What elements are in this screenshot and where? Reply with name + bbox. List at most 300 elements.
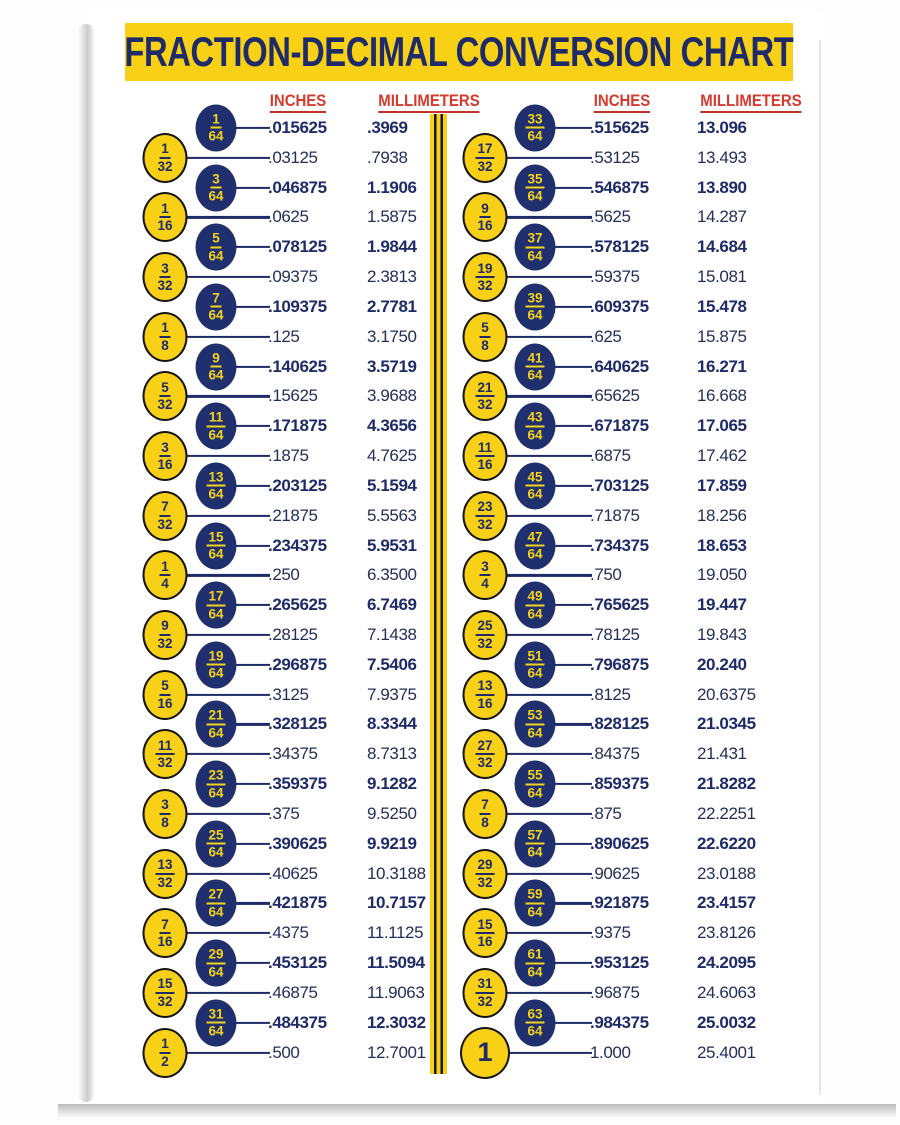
- fraction-badge: [196, 641, 237, 688]
- fraction-numerator: 35: [525, 172, 544, 189]
- inches-value: .859375: [590, 774, 649, 794]
- fraction-badge: [463, 849, 508, 899]
- poster-bottom-edge-shadow: [58, 1104, 896, 1117]
- millimeters-value: 23.4157: [697, 893, 756, 913]
- conversion-row: [130, 620, 460, 650]
- fraction-numerator: 13: [475, 679, 494, 696]
- fraction-badge: [196, 940, 237, 987]
- conversion-row: [455, 352, 785, 382]
- fraction-numerator: 5: [159, 679, 171, 696]
- fraction-badge: [143, 431, 188, 481]
- fraction-numerator: 23: [206, 769, 225, 786]
- conversion-row: [130, 1038, 460, 1068]
- fraction-denominator: 32: [477, 635, 493, 651]
- conversion-row: [455, 739, 785, 769]
- conversion-row: [455, 620, 785, 650]
- fraction-badge: [515, 522, 556, 569]
- page-title: FRACTION-DECIMAL CONVERSION CHART: [124, 28, 794, 75]
- conversion-row: [455, 978, 785, 1008]
- conversion-row: [130, 322, 460, 352]
- fraction-denominator: 64: [208, 964, 224, 980]
- conversion-row: [455, 381, 785, 411]
- fraction-numerator: 13: [206, 470, 225, 487]
- fraction-numerator: 29: [206, 948, 225, 965]
- millimeters-value: 14.684: [697, 237, 747, 257]
- fraction-denominator: 64: [527, 307, 543, 323]
- inches-value: .21875: [268, 505, 318, 525]
- inches-value: .078125: [268, 237, 327, 257]
- fraction-badge: [196, 104, 237, 151]
- millimeters-value: 2.3813: [367, 267, 417, 287]
- fraction-numerator: 63: [525, 1007, 544, 1024]
- conversion-row: [455, 707, 785, 741]
- fraction-badge: [143, 908, 188, 958]
- fraction-denominator: 4: [161, 576, 169, 592]
- inches-value: .1875: [268, 446, 309, 466]
- inches-value: .03125: [268, 147, 318, 167]
- fraction-numerator: 1: [477, 1037, 493, 1068]
- fraction-badge: [196, 343, 237, 390]
- fraction-badge: [463, 968, 508, 1018]
- fraction-badge: [515, 582, 556, 629]
- millimeters-value: 17.065: [697, 416, 747, 436]
- fraction-badge: [143, 371, 188, 421]
- fraction-badge: [515, 701, 556, 748]
- fraction-badge: [515, 403, 556, 450]
- fraction-numerator: 39: [525, 291, 544, 308]
- fraction-badge: [196, 462, 237, 509]
- conversion-row: [130, 978, 460, 1008]
- fraction-denominator: 16: [477, 457, 493, 473]
- fraction-numerator: 51: [525, 649, 544, 666]
- fraction-numerator: 7: [159, 918, 171, 935]
- inches-value: .40625: [268, 863, 318, 883]
- fraction-numerator: 17: [206, 590, 225, 607]
- fraction-denominator: 64: [208, 546, 224, 562]
- conversion-row: [455, 859, 785, 889]
- fraction-numerator: 61: [525, 948, 544, 965]
- fraction-numerator: 23: [475, 500, 494, 517]
- millimeters-value: 25.4001: [697, 1042, 756, 1062]
- inches-value: .500: [268, 1042, 300, 1062]
- conversion-row: [455, 829, 785, 859]
- fraction-badge: [463, 312, 508, 362]
- fraction-denominator: 16: [477, 218, 493, 234]
- fraction-badge: [143, 968, 188, 1018]
- fraction-numerator: 37: [525, 232, 544, 249]
- millimeters-value: 15.478: [697, 296, 747, 316]
- conversion-row: [455, 590, 785, 620]
- fraction-numerator: 1: [159, 321, 171, 338]
- conversion-column-left: [130, 113, 460, 1068]
- fraction-numerator: 41: [525, 351, 544, 368]
- inches-value: .703125: [590, 475, 649, 495]
- fraction-denominator: 64: [527, 248, 543, 264]
- inches-value: .671875: [590, 416, 649, 436]
- inches-value: .109375: [268, 296, 327, 316]
- fraction-denominator: 16: [157, 218, 173, 234]
- millimeters-value: 22.6220: [697, 833, 756, 853]
- inches-value: .890625: [590, 833, 649, 853]
- inches-value: .921875: [590, 893, 649, 913]
- millimeters-value: 6.7469: [367, 595, 417, 615]
- fraction-numerator: 3: [159, 441, 171, 458]
- fraction-denominator: 16: [157, 934, 173, 950]
- fraction-denominator: 32: [477, 397, 493, 413]
- millimeters-value: 5.9531: [367, 535, 417, 555]
- fraction-denominator: 16: [477, 934, 493, 950]
- fraction-denominator: 64: [208, 606, 224, 622]
- fraction-denominator: 32: [477, 516, 493, 532]
- fraction-denominator: 64: [527, 1023, 543, 1039]
- fraction-denominator: 32: [477, 755, 493, 771]
- conversion-row: [455, 113, 785, 143]
- inches-value: .984375: [590, 1012, 649, 1032]
- fraction-badge: [515, 224, 556, 271]
- conversion-row: [455, 292, 785, 322]
- millimeters-value: 9.1282: [367, 774, 417, 794]
- millimeters-value: 13.890: [697, 177, 747, 197]
- fraction-badge: [463, 550, 508, 600]
- inches-value: .453125: [268, 953, 327, 973]
- fraction-numerator: 55: [525, 769, 544, 786]
- fraction-denominator: 64: [527, 128, 543, 144]
- conversion-row: [130, 381, 460, 411]
- fraction-numerator: 1: [159, 142, 171, 159]
- millimeters-value: 7.9375: [367, 684, 417, 704]
- poster-left-edge-shadow: [78, 24, 94, 1102]
- millimeters-value: 3.1750: [367, 326, 417, 346]
- millimeters-value: 10.7157: [367, 893, 426, 913]
- fraction-denominator: 8: [481, 814, 489, 830]
- fraction-badge: [515, 940, 556, 987]
- conversion-row: [455, 531, 785, 561]
- inches-value: .84375: [590, 744, 640, 764]
- fraction-badge: [196, 761, 237, 808]
- fraction-badge: [463, 670, 508, 720]
- fraction-numerator: 9: [479, 202, 491, 219]
- conversion-row: [455, 769, 785, 799]
- conversion-row: [130, 202, 460, 232]
- millimeters-value: 3.9688: [367, 386, 417, 406]
- fraction-badge: [143, 133, 188, 183]
- fraction-badge: [143, 252, 188, 302]
- fraction-numerator: 1: [159, 560, 171, 577]
- inches-value: .796875: [590, 654, 649, 674]
- fraction-badge: [196, 283, 237, 330]
- conversion-row: [130, 859, 460, 889]
- inches-value: .546875: [590, 177, 649, 197]
- fraction-denominator: 64: [208, 665, 224, 681]
- fraction-badge: [143, 729, 188, 779]
- inches-value: .09375: [268, 267, 318, 287]
- inches-value: .140625: [268, 356, 327, 376]
- millimeters-value: 7.1438: [367, 624, 417, 644]
- fraction-denominator: 64: [527, 188, 543, 204]
- millimeters-value: 19.843: [697, 624, 747, 644]
- fraction-denominator: 32: [157, 397, 173, 413]
- conversion-row: [455, 799, 785, 829]
- millimeters-value: 19.447: [697, 595, 747, 615]
- fraction-numerator: 5: [479, 321, 491, 338]
- inches-value: .250: [268, 565, 300, 585]
- fraction-badge: [143, 550, 188, 600]
- millimeters-value: 23.0188: [697, 863, 756, 883]
- fraction-denominator: 64: [527, 785, 543, 801]
- fraction-badge: [463, 908, 508, 958]
- fraction-badge: [460, 1027, 510, 1079]
- fraction-badge: [463, 789, 508, 839]
- fraction-numerator: 7: [479, 798, 491, 815]
- millimeters-value: 12.3032: [367, 1012, 426, 1032]
- millimeters-value: .7938: [367, 147, 408, 167]
- inches-value: .125: [268, 326, 300, 346]
- fraction-badge: [143, 789, 188, 839]
- fraction-numerator: 31: [206, 1007, 225, 1024]
- fraction-badge: [463, 491, 508, 541]
- fraction-denominator: 32: [157, 158, 173, 174]
- fraction-badge: [515, 641, 556, 688]
- millimeters-value: 6.3500: [367, 565, 417, 585]
- fraction-numerator: 11: [476, 441, 494, 458]
- millimeters-value: 16.271: [697, 356, 747, 376]
- fraction-numerator: 1: [159, 202, 171, 219]
- header-inches-left: INCHES: [270, 92, 327, 113]
- fraction-numerator: 33: [525, 112, 544, 129]
- fraction-numerator: 19: [206, 649, 225, 666]
- inches-value: .59375: [590, 267, 640, 287]
- fraction-denominator: 64: [527, 725, 543, 741]
- fraction-denominator: 64: [208, 486, 224, 502]
- fraction-denominator: 64: [527, 606, 543, 622]
- millimeters-value: 14.287: [697, 207, 747, 227]
- millimeters-value: 1.5875: [367, 207, 417, 227]
- fraction-denominator: 2: [161, 1053, 169, 1069]
- fraction-denominator: 64: [527, 427, 543, 443]
- fraction-denominator: 64: [527, 964, 543, 980]
- conversion-row: [455, 948, 785, 978]
- millimeters-value: 21.0345: [697, 714, 756, 734]
- millimeters-value: 5.1594: [367, 475, 417, 495]
- conversion-row: [455, 262, 785, 292]
- inches-value: .15625: [268, 386, 318, 406]
- fraction-denominator: 32: [157, 278, 173, 294]
- inches-value: .015625: [268, 117, 327, 137]
- inches-value: .328125: [268, 714, 327, 734]
- inches-value: .046875: [268, 177, 327, 197]
- fraction-numerator: 1: [159, 1037, 171, 1054]
- fraction-badge: [463, 729, 508, 779]
- fraction-badge: [463, 252, 508, 302]
- inches-value: .421875: [268, 893, 327, 913]
- fraction-badge: [463, 610, 508, 660]
- millimeters-value: 8.7313: [367, 744, 417, 764]
- fraction-badge: [515, 283, 556, 330]
- inches-value: .609375: [590, 296, 649, 316]
- fraction-denominator: 64: [208, 248, 224, 264]
- fraction-denominator: 64: [208, 307, 224, 323]
- millimeters-value: 12.7001: [367, 1042, 426, 1062]
- fraction-denominator: 64: [208, 725, 224, 741]
- header-millimeters-left: MILLIMETERS: [378, 92, 479, 113]
- fraction-badge: [196, 820, 237, 867]
- inches-value: .625: [590, 326, 622, 346]
- inches-value: .234375: [268, 535, 327, 555]
- fraction-numerator: 27: [475, 739, 494, 756]
- fraction-numerator: 13: [155, 858, 174, 875]
- fraction-denominator: 8: [481, 337, 489, 353]
- fraction-badge: [515, 761, 556, 808]
- conversion-row: [455, 471, 785, 501]
- inches-value: .171875: [268, 416, 327, 436]
- fraction-denominator: 16: [157, 695, 173, 711]
- fraction-denominator: 32: [477, 278, 493, 294]
- inches-value: .9375: [590, 923, 631, 943]
- fraction-numerator: 15: [155, 977, 174, 994]
- fraction-numerator: 7: [159, 500, 171, 517]
- fraction-numerator: 3: [210, 172, 222, 189]
- millimeters-value: .3969: [367, 117, 408, 137]
- fraction-numerator: 19: [475, 262, 494, 279]
- inches-value: .8125: [590, 684, 631, 704]
- fraction-denominator: 64: [208, 128, 224, 144]
- fraction-denominator: 64: [208, 785, 224, 801]
- fraction-badge: [196, 880, 237, 927]
- fraction-denominator: 64: [527, 904, 543, 920]
- millimeters-value: 8.3344: [367, 714, 417, 734]
- inches-value: .28125: [268, 624, 318, 644]
- millimeters-value: 22.2251: [697, 803, 756, 823]
- conversion-row: [455, 918, 785, 948]
- fraction-numerator: 3: [479, 560, 491, 577]
- conversion-row: [455, 501, 785, 531]
- inches-value: .484375: [268, 1012, 327, 1032]
- millimeters-value: 20.6375: [697, 684, 756, 704]
- fraction-badge: [143, 192, 188, 242]
- fraction-badge: [463, 192, 508, 242]
- fraction-badge: [515, 820, 556, 867]
- conversion-row: [455, 173, 785, 203]
- millimeters-value: 10.3188: [367, 863, 426, 883]
- millimeters-value: 21.431: [697, 744, 747, 764]
- fraction-numerator: 7: [210, 291, 222, 308]
- fraction-numerator: 21: [475, 381, 494, 398]
- fraction-badge: [143, 670, 188, 720]
- millimeters-value: 15.875: [697, 326, 747, 346]
- fraction-denominator: 4: [481, 576, 489, 592]
- fraction-denominator: 64: [208, 844, 224, 860]
- fraction-numerator: 47: [525, 530, 544, 547]
- fraction-denominator: 32: [477, 158, 493, 174]
- conversion-row: [130, 918, 460, 948]
- millimeters-value: 18.256: [697, 505, 747, 525]
- fraction-denominator: 64: [208, 427, 224, 443]
- conversion-row: [455, 886, 785, 920]
- millimeters-value: 21.8282: [697, 774, 756, 794]
- fraction-denominator: 64: [527, 844, 543, 860]
- millimeters-value: 15.081: [697, 267, 747, 287]
- fraction-denominator: 64: [527, 546, 543, 562]
- fraction-numerator: 29: [475, 858, 494, 875]
- inches-value: .359375: [268, 774, 327, 794]
- inches-value: .578125: [590, 237, 649, 257]
- millimeters-value: 16.668: [697, 386, 747, 406]
- header-inches-right: INCHES: [594, 92, 651, 113]
- fraction-numerator: 31: [475, 977, 494, 994]
- millimeters-value: 18.653: [697, 535, 747, 555]
- fraction-denominator: 32: [157, 635, 173, 651]
- millimeters-value: 2.7781: [367, 296, 417, 316]
- fraction-badge: [515, 343, 556, 390]
- inches-value: .78125: [590, 624, 640, 644]
- inches-value: .0625: [268, 207, 309, 227]
- conversion-row: [455, 322, 785, 352]
- millimeters-value: 13.096: [697, 117, 747, 137]
- fraction-badge: [143, 1028, 188, 1078]
- millimeters-value: 3.5719: [367, 356, 417, 376]
- title-band: [125, 23, 793, 81]
- fraction-badge: [196, 522, 237, 569]
- conversion-row: [455, 202, 785, 232]
- inches-value: .390625: [268, 833, 327, 853]
- fraction-badge: [143, 312, 188, 362]
- fraction-numerator: 21: [206, 709, 225, 726]
- millimeters-value: 17.462: [697, 446, 747, 466]
- millimeters-value: 17.859: [697, 475, 747, 495]
- millimeters-value: 1.1906: [367, 177, 417, 197]
- inches-value: 1.000: [590, 1042, 631, 1062]
- fraction-numerator: 11: [156, 739, 174, 756]
- inches-value: .375: [268, 803, 300, 823]
- inches-value: .4375: [268, 923, 309, 943]
- millimeters-value: 24.2095: [697, 953, 756, 973]
- conversion-row: [130, 501, 460, 531]
- inches-value: .765625: [590, 595, 649, 615]
- millimeters-value: 9.5250: [367, 803, 417, 823]
- fraction-badge: [463, 431, 508, 481]
- fraction-numerator: 49: [525, 590, 544, 607]
- fraction-denominator: 32: [157, 755, 173, 771]
- conversion-row: [130, 143, 460, 173]
- fraction-numerator: 9: [210, 351, 222, 368]
- inches-value: .6875: [590, 446, 631, 466]
- conversion-row: [455, 232, 785, 262]
- fraction-numerator: 11: [207, 411, 225, 428]
- fraction-badge: [463, 371, 508, 421]
- millimeters-value: 11.1125: [367, 923, 424, 943]
- fraction-denominator: 64: [527, 367, 543, 383]
- poster-right-edge-shadow: [819, 40, 821, 1095]
- fraction-denominator: 32: [477, 993, 493, 1009]
- millimeters-value: 11.9063: [367, 982, 425, 1002]
- fraction-numerator: 59: [525, 888, 544, 905]
- millimeters-value: 23.8126: [697, 923, 756, 943]
- fraction-numerator: 25: [475, 619, 494, 636]
- millimeters-value: 20.240: [697, 654, 747, 674]
- inches-value: .296875: [268, 654, 327, 674]
- inches-value: .515625: [590, 117, 649, 137]
- fraction-denominator: 8: [161, 814, 169, 830]
- conversion-row: [130, 739, 460, 769]
- conversion-row: [455, 441, 785, 471]
- millimeters-value: 4.3656: [367, 416, 417, 436]
- millimeters-value: 11.5094: [367, 953, 425, 973]
- fraction-badge: [515, 164, 556, 211]
- fraction-numerator: 43: [525, 411, 544, 428]
- inches-value: .71875: [590, 505, 640, 525]
- conversion-column-right: [455, 113, 785, 1068]
- millimeters-value: 5.5563: [367, 505, 417, 525]
